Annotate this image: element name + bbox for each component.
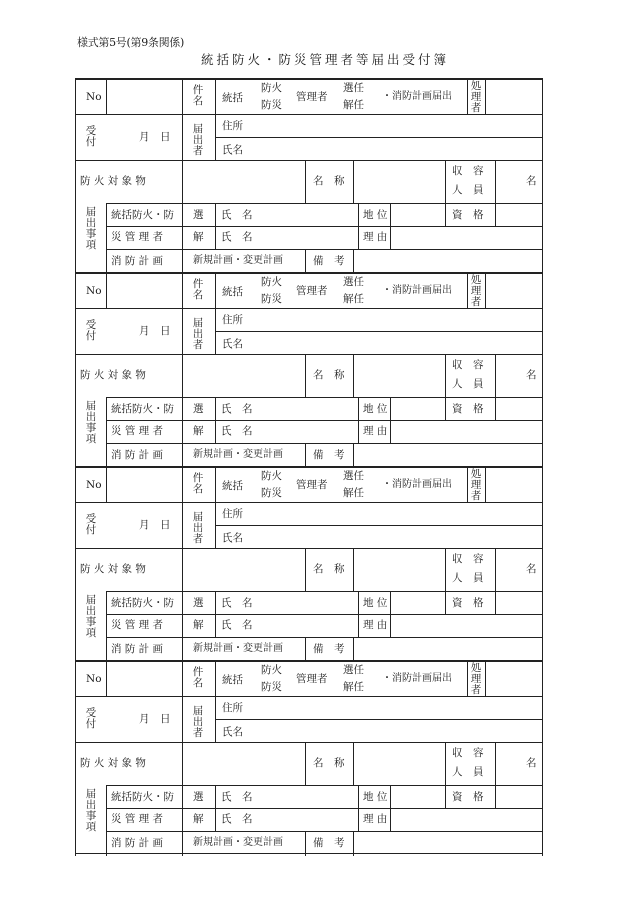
riyu-label: 理 由 xyxy=(363,813,388,825)
tokatsu-kanri-label-1: 統括防火・防 xyxy=(111,791,174,803)
shorisha-label: 処 理 者 xyxy=(470,662,482,697)
meisho-label: 名 称 xyxy=(313,757,345,769)
tokatsu-label: 統括 xyxy=(222,674,243,686)
uketsuke-label: 受 付 xyxy=(85,125,97,149)
kenmei-label: 件 名 xyxy=(192,84,204,108)
shorisha-label: 処 理 者 xyxy=(470,274,482,309)
jusho-label: 住所 xyxy=(222,702,243,714)
sen-label: 選 xyxy=(193,403,204,415)
mei-label: 名 xyxy=(526,757,537,769)
kainin-label: 解任 xyxy=(343,487,364,499)
tokatsu-kanri-label-2: 災 管 理 者 xyxy=(111,813,164,825)
sennin-label: 選任 xyxy=(343,276,364,288)
jinin-label: 人 員 xyxy=(452,184,484,196)
shikaku-label: 資 格 xyxy=(452,597,484,609)
shi-mei-label-kai: 氏 名 xyxy=(221,619,253,631)
todokedesha-label: 届 出 者 xyxy=(192,317,204,352)
boka-label: 防火 xyxy=(261,276,282,288)
kai-label: 解 xyxy=(193,231,204,243)
shi-mei-label-kai: 氏 名 xyxy=(221,425,253,437)
kainin-label: 解任 xyxy=(343,293,364,305)
register-record xyxy=(75,660,543,854)
todokedesha-label: 届 出 者 xyxy=(192,511,204,546)
gappi-label: 月 日 xyxy=(139,519,171,531)
sennin-label: 選任 xyxy=(343,664,364,676)
kenmei-label: 件 名 xyxy=(192,472,204,496)
form-title: 統括防火・防災管理者等届出受付簿 xyxy=(200,52,449,67)
kanrisha-label: 管理者 xyxy=(296,479,328,491)
keikaku-type-label: 新規計画・変更計画 xyxy=(193,255,283,266)
shobo-keikaku-label: 消 防 計 画 xyxy=(111,837,164,849)
shi-mei-label-sen: 氏 名 xyxy=(221,597,253,609)
taisho-label: 防 火 対 象 物 xyxy=(80,369,146,381)
shuyo-label: 収 容 xyxy=(452,747,484,759)
shorisha-label: 処 理 者 xyxy=(470,468,482,503)
meisho-label: 名 称 xyxy=(313,563,345,575)
keikaku-type-label: 新規計画・変更計画 xyxy=(193,449,283,460)
shorisha-label: 処 理 者 xyxy=(470,80,482,115)
uketsuke-label: 受 付 xyxy=(85,513,97,537)
kainin-label: 解任 xyxy=(343,99,364,111)
shi-mei-label-kai: 氏 名 xyxy=(221,231,253,243)
kainin-label: 解任 xyxy=(343,681,364,693)
uketsuke-label: 受 付 xyxy=(85,707,97,731)
tokatsu-kanri-label-2: 災 管 理 者 xyxy=(111,619,164,631)
mei-label: 名 xyxy=(526,369,537,381)
shuyo-label: 収 容 xyxy=(452,359,484,371)
todokede-jiko-label: 届 出 事 項 xyxy=(85,594,97,640)
jusho-label: 住所 xyxy=(222,314,243,326)
kenmei-label: 件 名 xyxy=(192,666,204,690)
boka-label: 防火 xyxy=(261,82,282,94)
kai-label: 解 xyxy=(193,619,204,631)
taisho-label: 防 火 対 象 物 xyxy=(80,563,146,575)
boka-label: 防火 xyxy=(261,470,282,482)
shi-mei-label-sen: 氏 名 xyxy=(221,791,253,803)
jinin-label: 人 員 xyxy=(452,766,484,778)
no-label: No xyxy=(86,673,102,685)
taisho-label: 防 火 対 象 物 xyxy=(80,175,146,187)
riyu-label: 理 由 xyxy=(363,425,388,437)
kanrisha-label: 管理者 xyxy=(296,91,328,103)
reception-register-sheet xyxy=(75,78,543,854)
kanrisha-label: 管理者 xyxy=(296,673,328,685)
jusho-label: 住所 xyxy=(222,120,243,132)
bosai-label: 防災 xyxy=(261,293,282,305)
taisho-label: 防 火 対 象 物 xyxy=(80,757,146,769)
shobo-keikaku-label: 消 防 計 画 xyxy=(111,255,164,267)
todokedesha-label: 届 出 者 xyxy=(192,705,204,740)
shimei-label: 氏名 xyxy=(222,532,243,544)
register-record xyxy=(75,466,543,660)
keikaku-type-label: 新規計画・変更計画 xyxy=(193,643,283,654)
todokede-jiko-label: 届 出 事 項 xyxy=(85,788,97,834)
shikaku-label: 資 格 xyxy=(452,791,484,803)
chii-label: 地 位 xyxy=(363,597,388,609)
bosai-label: 防災 xyxy=(261,681,282,693)
tokatsu-label: 統括 xyxy=(222,480,243,492)
shuyo-label: 収 容 xyxy=(452,553,484,565)
shimei-label: 氏名 xyxy=(222,726,243,738)
shikaku-label: 資 格 xyxy=(452,403,484,415)
bosai-label: 防災 xyxy=(261,487,282,499)
tokatsu-kanri-label-1: 統括防火・防 xyxy=(111,403,174,415)
chii-label: 地 位 xyxy=(363,403,388,415)
jusho-label: 住所 xyxy=(222,508,243,520)
shobo-keikaku-label: 消 防 計 画 xyxy=(111,449,164,461)
tokatsu-kanri-label-1: 統括防火・防 xyxy=(111,597,174,609)
register-record xyxy=(75,78,543,272)
chii-label: 地 位 xyxy=(363,209,388,221)
kenmei-label: 件 名 xyxy=(192,278,204,302)
kai-label: 解 xyxy=(193,813,204,825)
uketsuke-label: 受 付 xyxy=(85,319,97,343)
shobo-todoke-label: ・消防計画届出 xyxy=(382,91,452,102)
shi-mei-label-sen: 氏 名 xyxy=(221,403,253,415)
shuyo-label: 収 容 xyxy=(452,165,484,177)
gappi-label: 月 日 xyxy=(139,325,171,337)
tokatsu-kanri-label-1: 統括防火・防 xyxy=(111,209,174,221)
mei-label: 名 xyxy=(526,175,537,187)
todokede-jiko-label: 届 出 事 項 xyxy=(85,400,97,446)
sennin-label: 選任 xyxy=(343,470,364,482)
biko-label: 備 考 xyxy=(313,255,345,267)
sennin-label: 選任 xyxy=(343,82,364,94)
mei-label: 名 xyxy=(526,563,537,575)
register-record xyxy=(75,272,543,466)
gappi-label: 月 日 xyxy=(139,131,171,143)
no-label: No xyxy=(86,479,102,491)
biko-label: 備 考 xyxy=(313,837,345,849)
riyu-label: 理 由 xyxy=(363,619,388,631)
form-number: 様式第5号(第9条関係) xyxy=(77,36,184,49)
no-label: No xyxy=(86,285,102,297)
tokatsu-kanri-label-2: 災 管 理 者 xyxy=(111,425,164,437)
boka-label: 防火 xyxy=(261,664,282,676)
todokedesha-label: 届 出 者 xyxy=(192,123,204,158)
bosai-label: 防災 xyxy=(261,99,282,111)
gappi-label: 月 日 xyxy=(139,713,171,725)
jinin-label: 人 員 xyxy=(452,378,484,390)
sen-label: 選 xyxy=(193,791,204,803)
sen-label: 選 xyxy=(193,209,204,221)
todokede-jiko-label: 届 出 事 項 xyxy=(85,206,97,252)
biko-label: 備 考 xyxy=(313,449,345,461)
shobo-keikaku-label: 消 防 計 画 xyxy=(111,643,164,655)
shobo-todoke-label: ・消防計画届出 xyxy=(382,285,452,296)
meisho-label: 名 称 xyxy=(313,369,345,381)
shikaku-label: 資 格 xyxy=(452,209,484,221)
chii-label: 地 位 xyxy=(363,791,388,803)
shobo-todoke-label: ・消防計画届出 xyxy=(382,673,452,684)
biko-label: 備 考 xyxy=(313,643,345,655)
sen-label: 選 xyxy=(193,597,204,609)
keikaku-type-label: 新規計画・変更計画 xyxy=(193,837,283,848)
riyu-label: 理 由 xyxy=(363,231,388,243)
meisho-label: 名 称 xyxy=(313,175,345,187)
shi-mei-label-kai: 氏 名 xyxy=(221,813,253,825)
shimei-label: 氏名 xyxy=(222,144,243,156)
kai-label: 解 xyxy=(193,425,204,437)
tokatsu-label: 統括 xyxy=(222,92,243,104)
no-label: No xyxy=(86,91,102,103)
kanrisha-label: 管理者 xyxy=(296,285,328,297)
shimei-label: 氏名 xyxy=(222,338,243,350)
tokatsu-label: 統括 xyxy=(222,286,243,298)
jinin-label: 人 員 xyxy=(452,572,484,584)
shi-mei-label-sen: 氏 名 xyxy=(221,209,253,221)
shobo-todoke-label: ・消防計画届出 xyxy=(382,479,452,490)
tokatsu-kanri-label-2: 災 管 理 者 xyxy=(111,231,164,243)
